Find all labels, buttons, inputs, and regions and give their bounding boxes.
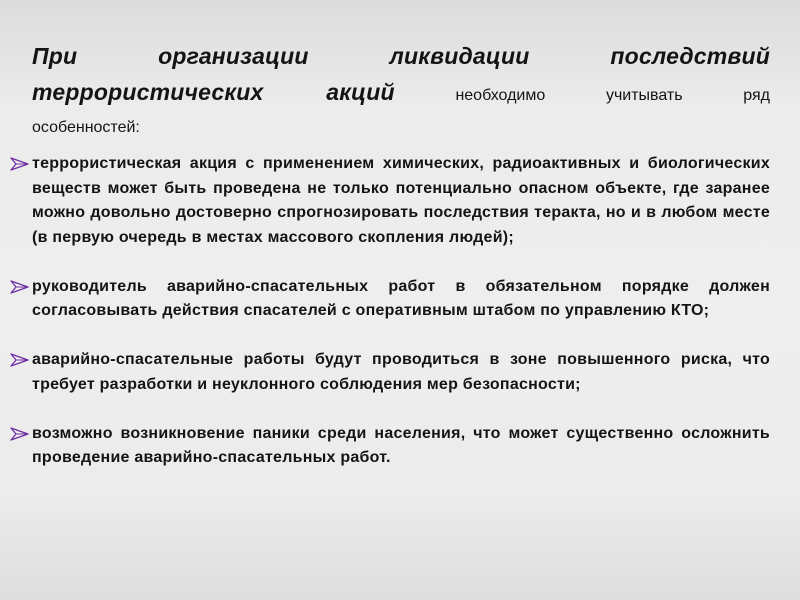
heading-emphasis-2: террористических акций <box>32 79 395 105</box>
heading-plain-2: необходимо учитывать ряд <box>455 87 771 104</box>
heading-line-2 <box>32 76 770 112</box>
list-item-text: возможно возникновение паники среди населения, что может существенно осложнить проведение аварийно-спасательных работ. <box>32 424 770 466</box>
heading-emphasis-1: При организации ликвидации последствий <box>32 43 770 69</box>
slide-heading <box>32 40 770 144</box>
list-item-text: террористическая акция с применением химических, радиоактивных и биологических веществ может быть проведена не только потенциально опасном объекте, где заранее можно довольно достоверно спрогнозировать последствия теракта, но и в любом месте (в первую очередь в местах массового скопления людей); <box>32 155 770 246</box>
list-item <box>10 275 770 324</box>
heading-line-3 <box>32 112 770 144</box>
arrow-bullet-icon <box>10 157 30 171</box>
list-item <box>10 422 770 471</box>
list-item <box>10 152 770 250</box>
heading-line-1 <box>32 40 770 76</box>
arrow-bullet-icon <box>10 427 30 441</box>
arrow-bullet-icon <box>10 280 30 294</box>
bullet-list <box>10 152 770 471</box>
list-item <box>10 348 770 397</box>
heading-plain-3: особенностей: <box>32 119 140 136</box>
list-item-text: аварийно-спасательные работы будут проводиться в зоне повышенного риска, что требует разработки и неуклонного соблюдения мер безопасности; <box>32 351 770 393</box>
list-item-text: руководитель аварийно-спасательных работ в обязательном порядке должен согласовывать действия спасателей с оперативным штабом по управлению КТО; <box>32 277 770 319</box>
arrow-bullet-icon <box>10 353 30 367</box>
